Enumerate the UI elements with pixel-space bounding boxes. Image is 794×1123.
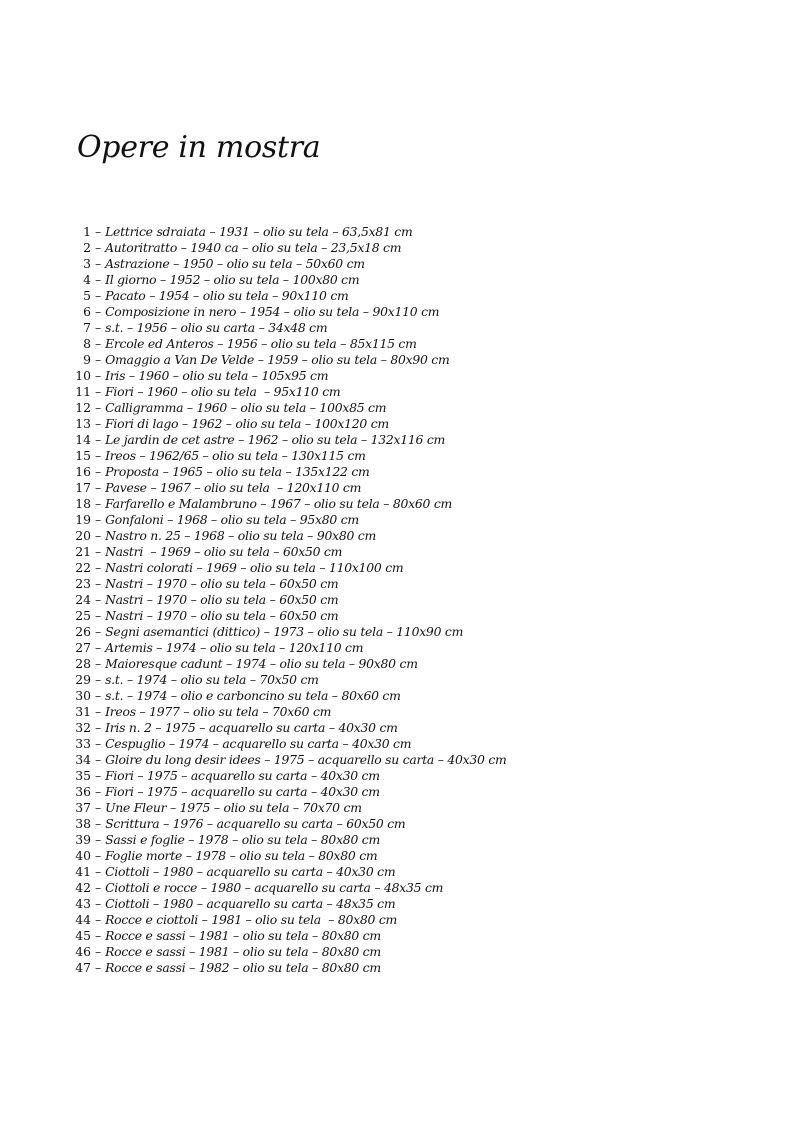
work-description: Une Fleur – 1975 – olio su tela – 70x70 cm <box>105 800 362 815</box>
list-item <box>74 768 764 784</box>
work-number: 38 <box>75 816 91 831</box>
work-separator: – <box>91 944 106 959</box>
work-description: Il giorno – 1952 – olio su tela – 100x80 cm <box>105 272 360 287</box>
list-item <box>74 576 764 592</box>
work-separator: – <box>91 576 106 591</box>
work-description: Scrittura – 1976 – acquarello su carta – 60x50 cm <box>105 816 406 831</box>
list-item <box>74 656 764 672</box>
work-separator: – <box>91 864 106 879</box>
list-item <box>74 224 764 240</box>
work-number: 16 <box>75 464 91 479</box>
work-description: Segni asemantici (dittico) – 1973 – olio su tela – 110x90 cm <box>105 624 464 639</box>
work-description: Astrazione – 1950 – olio su tela – 50x60 cm <box>105 256 365 271</box>
work-separator: – <box>91 352 106 367</box>
work-separator: – <box>91 544 106 559</box>
work-separator: – <box>91 640 106 655</box>
work-number: 32 <box>75 720 91 735</box>
list-item <box>74 864 764 880</box>
work-description: Sassi e foglie – 1978 – olio su tela – 80x80 cm <box>105 832 380 847</box>
list-item <box>74 800 764 816</box>
work-description: Nastri – 1970 – olio su tela – 60x50 cm <box>105 608 339 623</box>
work-separator: – <box>91 336 106 351</box>
work-separator: – <box>91 688 106 703</box>
work-description: Ireos – 1962/65 – olio su tela – 130x115 cm <box>105 448 366 463</box>
work-number: 18 <box>75 496 91 511</box>
list-item <box>74 640 764 656</box>
work-separator: – <box>91 496 106 511</box>
work-number: 34 <box>75 752 91 767</box>
work-number: 17 <box>75 480 91 495</box>
list-item <box>74 896 764 912</box>
list-item <box>74 816 764 832</box>
work-separator: – <box>91 480 106 495</box>
list-item <box>74 320 764 336</box>
list-item <box>74 704 764 720</box>
work-number: 37 <box>75 800 91 815</box>
work-description: Le jardin de cet astre – 1962 – olio su tela – 132x116 cm <box>105 432 446 447</box>
work-number: 25 <box>75 608 91 623</box>
list-item <box>74 832 764 848</box>
work-separator: – <box>91 848 106 863</box>
list-item <box>74 928 764 944</box>
work-description: Farfarello e Malambruno – 1967 – olio su tela – 80x60 cm <box>105 496 453 511</box>
work-separator: – <box>91 608 106 623</box>
work-number: 15 <box>75 448 91 463</box>
work-description: Iris n. 2 – 1975 – acquarello su carta – 40x30 cm <box>105 720 398 735</box>
work-separator: – <box>91 752 106 767</box>
list-item <box>74 736 764 752</box>
work-number: 20 <box>75 528 91 543</box>
list-item <box>74 336 764 352</box>
work-description: Foglie morte – 1978 – olio su tela – 80x80 cm <box>105 848 378 863</box>
work-number: 40 <box>75 848 91 863</box>
list-item <box>74 912 764 928</box>
list-item <box>74 288 764 304</box>
list-item <box>74 960 764 976</box>
list-item <box>74 448 764 464</box>
list-item <box>74 384 764 400</box>
list-item <box>74 560 764 576</box>
work-number: 42 <box>75 880 91 895</box>
work-number: 6 <box>83 304 91 319</box>
work-separator: – <box>91 960 106 975</box>
list-item <box>74 528 764 544</box>
work-number: 36 <box>75 784 91 799</box>
list-item <box>74 272 764 288</box>
work-number: 30 <box>75 688 91 703</box>
work-separator: – <box>91 288 106 303</box>
work-separator: – <box>91 224 106 239</box>
list-item <box>74 752 764 768</box>
work-description: Gonfaloni – 1968 – olio su tela – 95x80 cm <box>105 512 359 527</box>
page-title: Opere in mostra <box>77 130 321 165</box>
list-item <box>74 464 764 480</box>
list-item <box>74 592 764 608</box>
work-number: 24 <box>75 592 91 607</box>
work-description: Nastri colorati – 1969 – olio su tela – 110x100 cm <box>105 560 404 575</box>
work-number: 29 <box>75 672 91 687</box>
work-description: Autoritratto – 1940 ca – olio su tela – 23,5x18 cm <box>105 240 402 255</box>
work-separator: – <box>91 592 106 607</box>
work-separator: – <box>91 272 106 287</box>
work-number: 10 <box>75 368 91 383</box>
work-separator: – <box>91 896 106 911</box>
work-separator: – <box>91 464 106 479</box>
work-description: Pacato – 1954 – olio su tela – 90x110 cm <box>105 288 349 303</box>
works-list <box>74 224 764 976</box>
work-separator: – <box>91 448 106 463</box>
work-number: 8 <box>83 336 91 351</box>
work-number: 31 <box>75 704 91 719</box>
list-item <box>74 544 764 560</box>
work-description: Nastri – 1970 – olio su tela – 60x50 cm <box>105 576 339 591</box>
work-separator: – <box>91 320 106 335</box>
list-item <box>74 688 764 704</box>
work-number: 28 <box>75 656 91 671</box>
work-description: Ciottoli e rocce – 1980 – acquarello su carta – 48x35 cm <box>105 880 444 895</box>
work-separator: – <box>91 800 106 815</box>
work-number: 35 <box>75 768 91 783</box>
work-description: Gloire du long desir idees – 1975 – acquarello su carta – 40x30 cm <box>105 752 507 767</box>
work-separator: – <box>91 784 106 799</box>
work-number: 43 <box>75 896 91 911</box>
work-number: 5 <box>83 288 91 303</box>
work-number: 12 <box>75 400 91 415</box>
work-description: Artemis – 1974 – olio su tela – 120x110 cm <box>105 640 364 655</box>
work-description: Ciottoli – 1980 – acquarello su carta – 48x35 cm <box>105 896 396 911</box>
work-description: Calligramma – 1960 – olio su tela – 100x85 cm <box>105 400 387 415</box>
list-item <box>74 416 764 432</box>
work-description: Rocce e sassi – 1982 – olio su tela – 80x80 cm <box>105 960 381 975</box>
work-number: 44 <box>75 912 91 927</box>
work-separator: – <box>91 672 106 687</box>
work-description: Fiori di lago – 1962 – olio su tela – 100x120 cm <box>105 416 389 431</box>
work-separator: – <box>91 240 106 255</box>
work-number: 13 <box>75 416 91 431</box>
work-description: Lettrice sdraiata – 1931 – olio su tela – 63,5x81 cm <box>105 224 413 239</box>
work-number: 33 <box>75 736 91 751</box>
work-separator: – <box>91 768 106 783</box>
work-number: 1 <box>83 224 91 239</box>
work-description: s.t. – 1974 – olio e carboncino su tela – 80x60 cm <box>105 688 401 703</box>
work-description: Nastri – 1969 – olio su tela – 60x50 cm <box>105 544 343 559</box>
work-separator: – <box>91 304 106 319</box>
work-number: 46 <box>75 944 91 959</box>
work-description: Rocce e sassi – 1981 – olio su tela – 80x80 cm <box>105 928 381 943</box>
work-separator: – <box>91 928 106 943</box>
work-description: Fiori – 1960 – olio su tela – 95x110 cm <box>105 384 341 399</box>
list-item <box>74 624 764 640</box>
work-separator: – <box>91 400 106 415</box>
list-item <box>74 368 764 384</box>
work-number: 19 <box>75 512 91 527</box>
list-item <box>74 256 764 272</box>
list-item <box>74 352 764 368</box>
work-description: s.t. – 1974 – olio su tela – 70x50 cm <box>105 672 319 687</box>
work-separator: – <box>91 416 106 431</box>
work-separator: – <box>91 720 106 735</box>
work-description: Nastri – 1970 – olio su tela – 60x50 cm <box>105 592 339 607</box>
list-item <box>74 496 764 512</box>
work-description: Iris – 1960 – olio su tela – 105x95 cm <box>105 368 329 383</box>
work-separator: – <box>91 512 106 527</box>
work-separator: – <box>91 432 106 447</box>
work-description: Pavese – 1967 – olio su tela – 120x110 cm <box>105 480 362 495</box>
work-description: Omaggio a Van De Velde – 1959 – olio su tela – 80x90 cm <box>105 352 450 367</box>
work-number: 27 <box>75 640 91 655</box>
work-separator: – <box>91 880 106 895</box>
list-item <box>74 240 764 256</box>
work-separator: – <box>91 736 106 751</box>
list-item <box>74 848 764 864</box>
work-number: 41 <box>75 864 91 879</box>
work-number: 21 <box>75 544 91 559</box>
work-separator: – <box>91 816 106 831</box>
list-item <box>74 304 764 320</box>
list-item <box>74 672 764 688</box>
list-item <box>74 400 764 416</box>
list-item <box>74 512 764 528</box>
work-separator: – <box>91 256 106 271</box>
work-description: s.t. – 1956 – olio su carta – 34x48 cm <box>105 320 328 335</box>
work-number: 22 <box>75 560 91 575</box>
work-separator: – <box>91 832 106 847</box>
work-separator: – <box>91 656 106 671</box>
work-separator: – <box>91 528 106 543</box>
work-separator: – <box>91 368 106 383</box>
work-number: 11 <box>75 384 91 399</box>
work-separator: – <box>91 384 106 399</box>
work-number: 26 <box>75 624 91 639</box>
list-item <box>74 608 764 624</box>
work-description: Rocce e ciottoli – 1981 – olio su tela – 80x80 cm <box>105 912 398 927</box>
work-description: Ercole ed Anteros – 1956 – olio su tela – 85x115 cm <box>105 336 417 351</box>
work-description: Cespuglio – 1974 – acquarello su carta – 40x30 cm <box>105 736 412 751</box>
work-number: 39 <box>75 832 91 847</box>
work-number: 2 <box>83 240 91 255</box>
work-number: 45 <box>75 928 91 943</box>
work-separator: – <box>91 624 106 639</box>
work-separator: – <box>91 560 106 575</box>
list-item <box>74 880 764 896</box>
work-number: 14 <box>75 432 91 447</box>
work-number: 3 <box>83 256 91 271</box>
work-description: Nastro n. 25 – 1968 – olio su tela – 90x80 cm <box>105 528 376 543</box>
work-description: Proposta – 1965 – olio su tela – 135x122 cm <box>105 464 370 479</box>
work-number: 23 <box>75 576 91 591</box>
work-description: Ciottoli – 1980 – acquarello su carta – 40x30 cm <box>105 864 396 879</box>
work-number: 4 <box>83 272 91 287</box>
work-number: 7 <box>83 320 91 335</box>
work-separator: – <box>91 912 106 927</box>
work-description: Fiori – 1975 – acquarello su carta – 40x30 cm <box>105 784 380 799</box>
work-description: Ireos – 1977 – olio su tela – 70x60 cm <box>105 704 332 719</box>
work-number: 47 <box>75 960 91 975</box>
work-number: 9 <box>83 352 91 367</box>
list-item <box>74 480 764 496</box>
work-separator: – <box>91 704 106 719</box>
list-item <box>74 432 764 448</box>
work-description: Rocce e sassi – 1981 – olio su tela – 80x80 cm <box>105 944 381 959</box>
work-description: Maioresque cadunt – 1974 – olio su tela – 90x80 cm <box>105 656 418 671</box>
list-item <box>74 784 764 800</box>
work-description: Composizione in nero – 1954 – olio su tela – 90x110 cm <box>105 304 440 319</box>
work-description: Fiori – 1975 – acquarello su carta – 40x30 cm <box>105 768 380 783</box>
list-item <box>74 720 764 736</box>
list-item <box>74 944 764 960</box>
